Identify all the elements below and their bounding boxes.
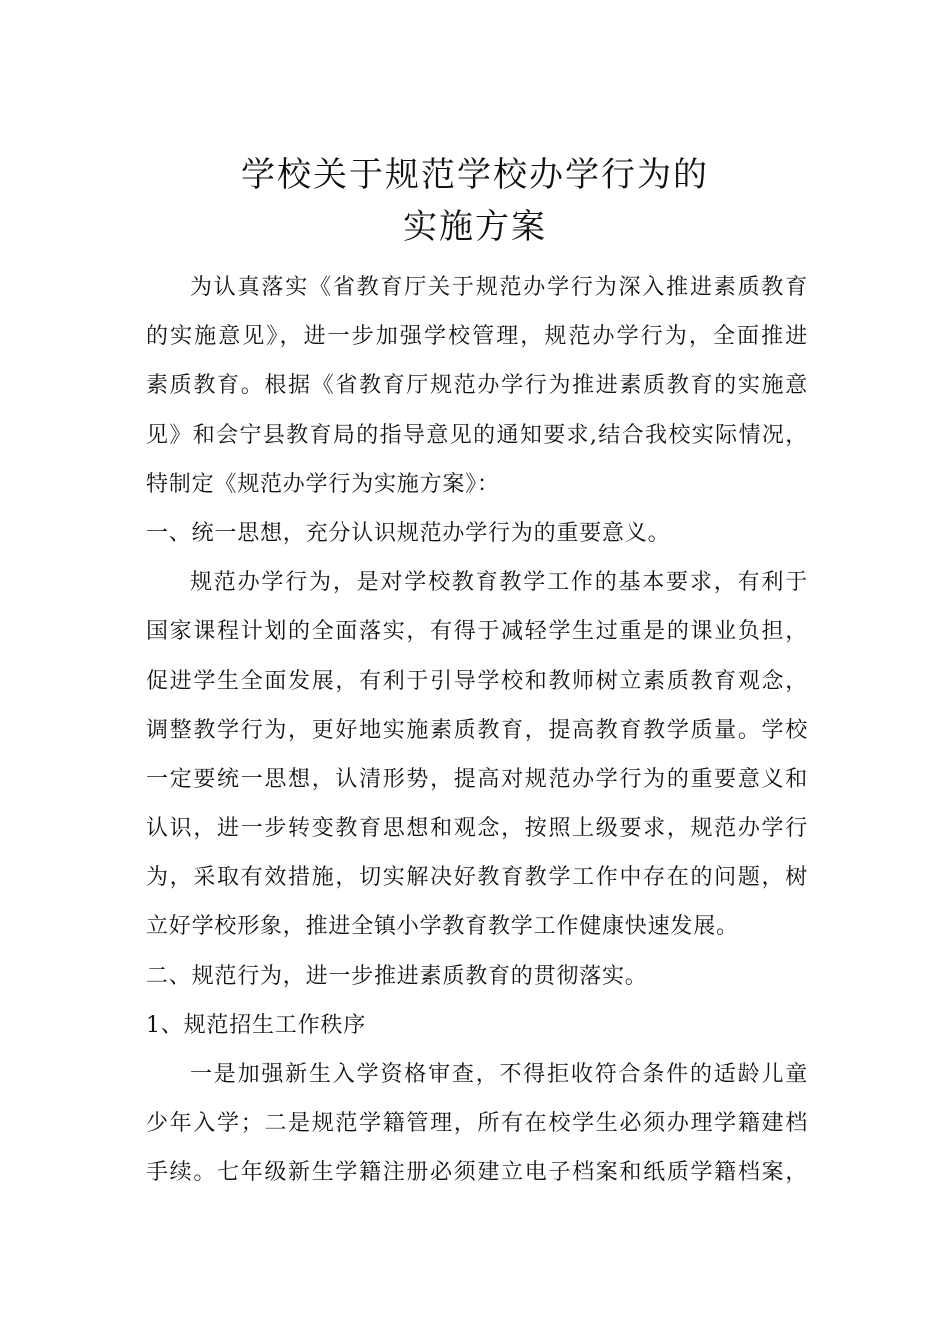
paragraph-line: 为认真落实《省教育厅关于规范办学行为深入推进素质教育 [190, 275, 808, 300]
section-heading: 二、规范行为，进一步推进素质教育的贯彻落实。 [146, 963, 648, 989]
paragraph-line: 见》和会宁县教育局的指导意见的通知要求,结合我校实际情况， [146, 422, 808, 448]
paragraph-line: 一是加强新生入学资格审查，不得拒收符合条件的适龄儿童 [190, 1062, 808, 1087]
document-body [146, 263, 808, 1198]
paragraph-line: 少年入学；二是规范学籍管理，所有在校学生必须办理学籍建档 [146, 1111, 808, 1137]
paragraph-line: 一定要统一思想，认清形势，提高对规范办学行为的重要意义和 [146, 766, 808, 792]
subsection-heading: 1、规范招生工作秩序 [146, 1012, 366, 1038]
paragraph-line: 认识，进一步转变教育思想和观念，按照上级要求，规范办学行 [146, 816, 808, 842]
paragraph-line: 的实施意见》，进一步加强学校管理，规范办学行为，全面推进 [146, 324, 808, 350]
section-heading: 一、统一思想，充分认识规范办学行为的重要意义。 [146, 520, 671, 546]
paragraph-line: 为，采取有效措施，切实解决好教育教学工作中存在的问题，树 [146, 865, 808, 891]
paragraph-line: 特制定《规范办学行为实施方案》： [146, 471, 500, 497]
paragraph-line: 素质教育。根据《省教育厅规范办学行为推进素质教育的实施意 [146, 373, 808, 399]
document-title-line-1: 学校关于规范学校办学行为的 [241, 155, 709, 195]
paragraph-line: 调整教学行为，更好地实施素质教育，提高教育教学质量。学校 [146, 717, 808, 743]
paragraph-line: 手续。七年级新生学籍注册必须建立电子档案和纸质学籍档案， [146, 1160, 808, 1186]
paragraph-line: 国家课程计划的全面落实，有得于减轻学生过重是的课业负担， [146, 619, 808, 645]
paragraph-line: 立好学校形象，推进全镇小学教育教学工作健康快速发展。 [146, 914, 739, 940]
paragraph-line: 规范办学行为，是对学校教育教学工作的基本要求，有利于 [190, 570, 808, 596]
document-title-line-2: 实施方案 [403, 207, 547, 247]
paragraph-line: 促进学生全面发展，有利于引导学校和教师树立素质教育观念， [146, 668, 808, 694]
